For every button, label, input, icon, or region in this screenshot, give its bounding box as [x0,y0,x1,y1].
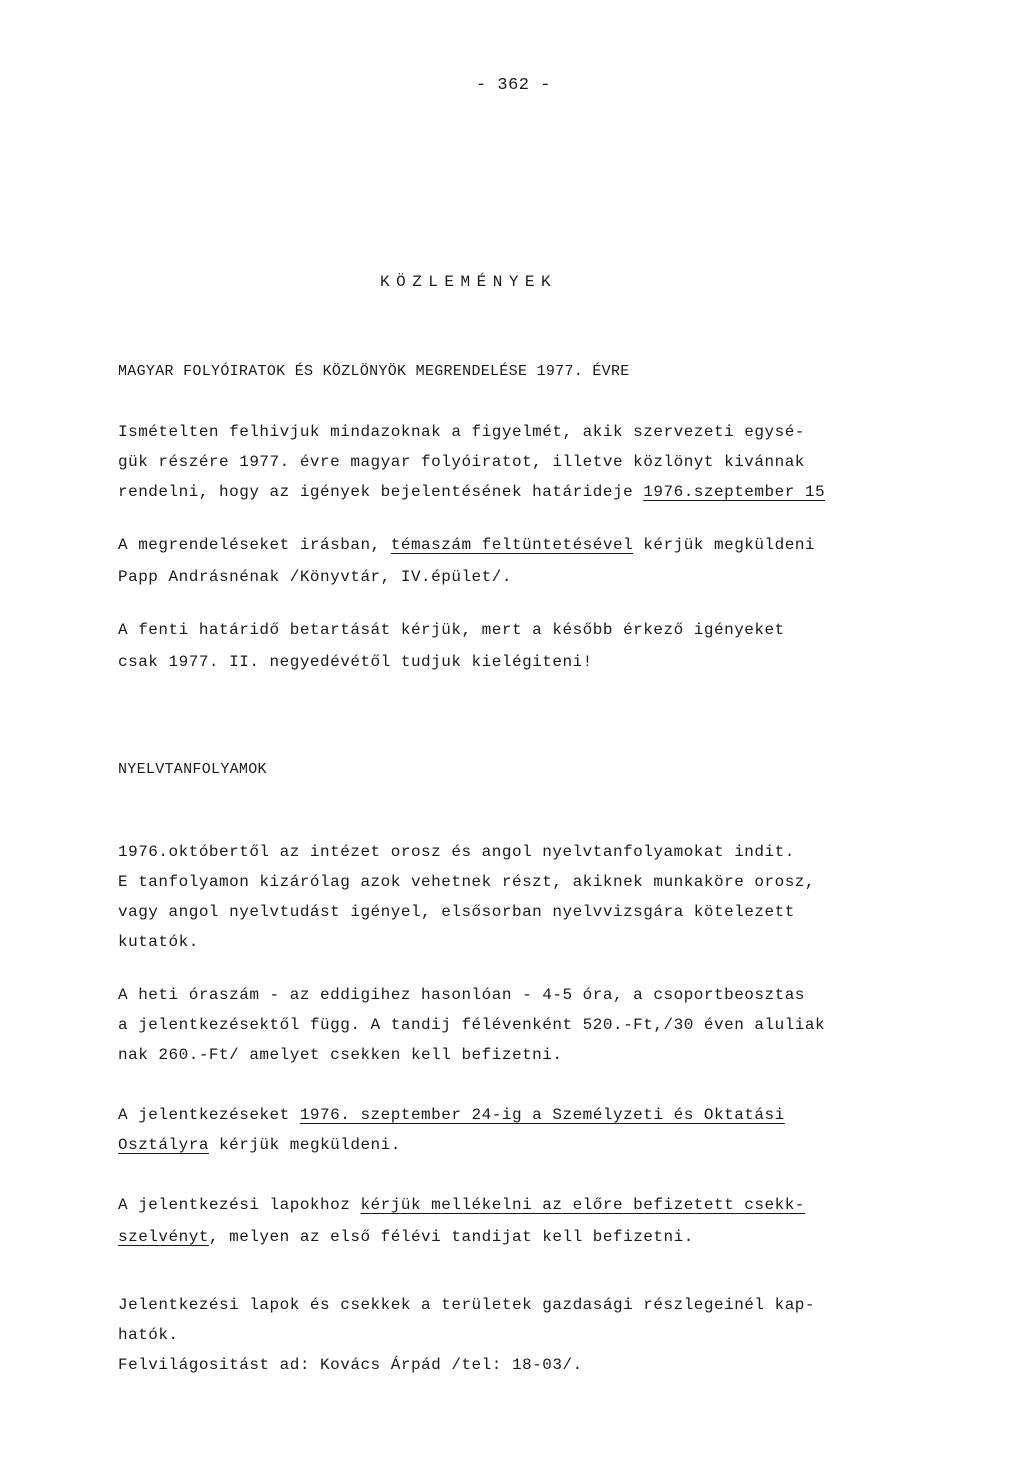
paragraph-line: gük részére 1977. évre magyar folyóiratot, illetve közlönyt kivánnak [118,453,805,471]
paragraph-line [118,1105,785,1125]
paragraph-line [118,482,825,502]
text-span: , melyen az első félévi tandijat kell befizetni. [208,1228,694,1246]
paragraph-line [118,1227,694,1247]
contact-line: Felvilágositást ad: Kovács Árpád /tel: 18-03/. [118,1356,583,1374]
deadline-date: 1976.szeptember 15 [643,483,826,501]
emphasis-underlined: szelvényt [118,1228,209,1246]
page-number: - 362 - [476,76,551,95]
paragraph-line [118,535,815,555]
paragraph-line: kutatók. [118,933,199,951]
paragraph-line: E tanfolyamon kizárólag azok vehetnek részt, akiknek munkaköre orosz, [118,873,816,891]
text-span: kérjük megküldeni [633,536,816,554]
section-heading-subscriptions: MAGYAR FOLYÓIRATOK ÉS KÖZLÖNYÖK MEGRENDELÉSE 1977. ÉVRE [118,363,630,380]
section-heading-language-courses: NYELVTANFOLYAMOK [118,761,267,778]
paragraph-line: hatók. [118,1326,179,1344]
paragraph-line: 1976.októbertől az intézet orosz és angol nyelvtanfolyamokat indit. [118,843,795,861]
emphasis-underlined: témaszám feltüntetésével [390,536,634,554]
text-span: A jelentkezési lapokhoz [118,1196,361,1214]
text-span: A megrendeléseket irásban, [118,536,391,554]
emphasis-underlined: kérjük mellékelni az előre befizetett csekk- [360,1196,805,1214]
paragraph-line: nak 260.-Ft/ amelyet csekken kell befizetni. [118,1046,563,1064]
paragraph-line: A fenti határidő betartását kérjük, mert a később érkező igényeket [118,621,785,639]
text-span: kérjük megküldeni. [208,1136,401,1154]
paragraph-line: Papp Andrásnénak /Könyvtár, IV.épület/. [118,568,512,586]
paragraph-line: csak 1977. II. negyedévétől tudjuk kielégiteni! [118,653,593,671]
paragraph-line [118,1195,805,1215]
emphasis-underlined: 1976. szeptember 24-ig a Személyzeti és Oktatási [299,1106,785,1124]
paragraph-line: A heti óraszám - az eddigihez hasonlóan - 4-5 óra, a csoportbeosztas [118,986,805,1004]
paragraph-line: vagy angol nyelvtudást igényel, elsősorban nyelvvizsgára kötelezett [118,903,795,921]
paragraph-line: a jelentkezésektől függ. A tandij félévenként 520.-Ft,/30 éven aluliak [118,1016,826,1034]
page-title: KÖZLEMÉNYEK [380,273,558,291]
paragraph-line: Ismételten felhivjuk mindazoknak a figyelmét, akik szervezeti egysé- [118,423,805,441]
text-span: rendelni, hogy az igények bejelentésének határideje [118,483,644,501]
emphasis-underlined: Osztályra [118,1136,209,1154]
text-span: A jelentkezéseket [118,1106,300,1124]
paragraph-line [118,1135,401,1155]
paragraph-line: Jelentkezési lapok és csekkek a területek gazdasági részlegeinél kap- [118,1296,816,1314]
